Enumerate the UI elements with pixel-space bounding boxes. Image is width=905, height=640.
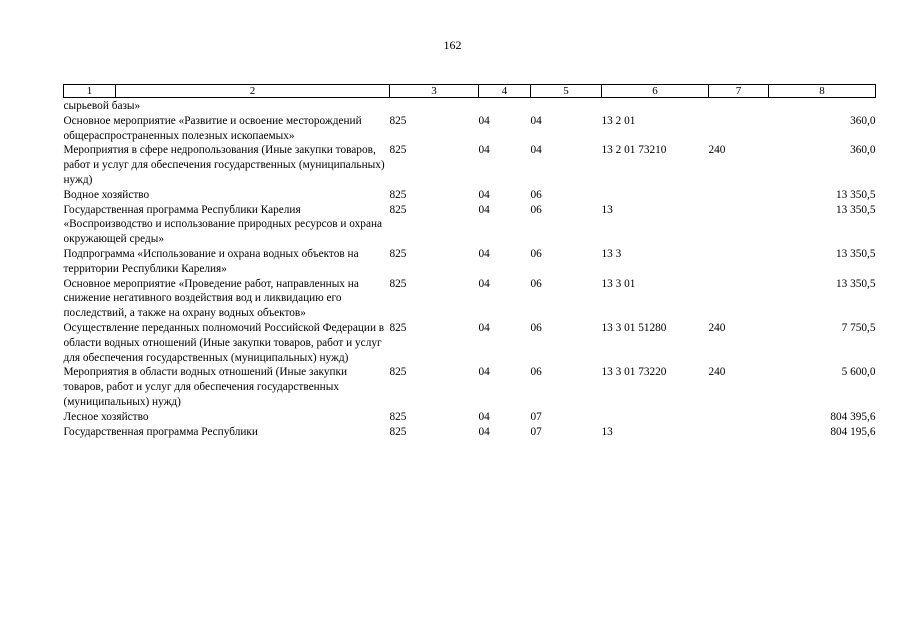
row-col-3: 825: [389, 144, 407, 157]
row-col-4: 04: [478, 247, 490, 260]
row-col-5: 06: [530, 321, 542, 334]
row-amount: 13 350,5: [835, 203, 876, 216]
table-row: [64, 143, 876, 187]
table-row: [64, 203, 876, 247]
table-row: [64, 410, 876, 425]
row-amount: 13 350,5: [835, 277, 876, 290]
row-col-5: 04: [530, 114, 542, 127]
header-col-7: 7: [709, 85, 769, 98]
table-row: [64, 114, 876, 144]
row-col-6: 13 2 01 73210: [601, 144, 667, 157]
row-col-5: 06: [530, 188, 542, 201]
table-row: [64, 277, 876, 321]
row-amount: 13 350,5: [835, 188, 876, 201]
row-col-4: 04: [478, 188, 490, 201]
row-name: Мероприятия в сфере недропользования (Иные закупки товаров, работ и услуг для обеспечения государственных (муниципальных) нужд): [63, 144, 385, 186]
header-col-2: 2: [116, 85, 390, 98]
row-col-4: 04: [478, 114, 490, 127]
table-row: [64, 425, 876, 440]
row-name: Лесное хозяйство: [63, 410, 149, 423]
row-col-6: 13: [601, 425, 613, 438]
row-col-6: 13 3 01 73220: [601, 366, 667, 379]
row-amount: 5 600,0: [841, 366, 876, 379]
row-name: сырьевой базы»: [63, 100, 141, 112]
row-col-4: 04: [478, 144, 490, 157]
row-col-3: [390, 98, 479, 114]
row-col-7: [709, 277, 769, 321]
row-name: Водное хозяйство: [63, 188, 150, 201]
row-col-7: [709, 98, 769, 114]
table-row: [64, 247, 876, 277]
row-col-7: 240: [708, 321, 726, 334]
page-number: 162: [443, 38, 462, 52]
row-col-4: 04: [478, 277, 490, 290]
row-col-4: 04: [478, 203, 490, 216]
row-col-6: [602, 98, 709, 114]
row-col-3: 825: [389, 277, 407, 290]
row-col-6: [602, 410, 709, 425]
row-amount: 13 350,5: [835, 247, 876, 260]
header-col-4: 4: [479, 85, 531, 98]
row-name: Основное мероприятие «Проведение работ, направленных на снижение негативного воздействия вод и ликвидацию его последствий, а также на охрану водных объектов»: [63, 277, 359, 320]
row-col-6: 13 3 01 51280: [601, 321, 667, 334]
row-col-5: 06: [530, 203, 542, 216]
row-col-5: 04: [530, 144, 542, 157]
row-col-4: [479, 98, 531, 114]
row-name: Государственная программа Республики: [63, 425, 258, 438]
row-col-3: 825: [389, 321, 407, 334]
row-col-5: 06: [530, 247, 542, 260]
row-col-7: [709, 425, 769, 440]
row-name: Мероприятия в области водных отношений (Иные закупки товаров, работ и услуг для обеспечения государственных (муниципальных) нужд): [63, 366, 348, 408]
header-col-5: 5: [531, 85, 602, 98]
row-col-7: [709, 188, 769, 203]
row-amount: [769, 98, 876, 114]
row-col-6: 13 2 01: [601, 114, 636, 127]
row-amount: 7 750,5: [841, 321, 876, 334]
row-col-7: [709, 114, 769, 144]
row-col-6: 13 3 01: [601, 277, 636, 290]
table-row: [64, 365, 876, 409]
table-row: [64, 98, 876, 114]
row-col-5: 06: [530, 277, 542, 290]
header-col-8: 8: [769, 85, 876, 98]
row-amount: 804 195,6: [830, 425, 876, 438]
row-col-7: 240: [708, 366, 726, 379]
row-col-4: 04: [478, 410, 490, 423]
header-row: [64, 85, 876, 98]
header-col-1: 1: [64, 85, 116, 98]
row-name: Основное мероприятие «Развитие и освоение месторождений общераспространенных полезных ископаемых»: [63, 114, 362, 142]
row-col-7: [709, 203, 769, 247]
header-col-6: 6: [602, 85, 709, 98]
row-col-5: 07: [530, 425, 542, 438]
row-col-3: 825: [389, 203, 407, 216]
row-col-3: 825: [389, 366, 407, 379]
row-col-3: 825: [389, 247, 407, 260]
header-col-3: 3: [390, 85, 479, 98]
row-col-7: [709, 247, 769, 277]
row-col-3: 825: [389, 425, 407, 438]
row-col-3: 825: [389, 410, 407, 423]
row-name: Осуществление переданных полномочий Российской Федерации в области водных отношений (Иные закупки товаров, работ и услуг для обеспечения государственных (муниципальных) нужд): [63, 321, 385, 364]
row-col-7: [709, 410, 769, 425]
table-row: [64, 321, 876, 365]
row-col-4: 04: [478, 321, 490, 334]
row-col-3: 825: [389, 188, 407, 201]
row-col-5: 07: [530, 410, 542, 423]
row-col-6: 13 3: [601, 247, 622, 260]
row-col-3: 825: [389, 114, 407, 127]
row-col-6: [602, 188, 709, 203]
row-col-5: [531, 98, 602, 114]
row-amount: 804 395,6: [830, 410, 876, 423]
table-row: [64, 188, 876, 203]
row-name: Подпрограмма «Использование и охрана водных объектов на территории Республики Карелия»: [63, 247, 359, 275]
row-name: Государственная программа Республики Карелия «Воспроизводство и использование природных ресурсов и охрана окружающей среды»: [63, 203, 383, 246]
row-col-4: 04: [478, 366, 490, 379]
row-amount: 360,0: [850, 114, 876, 127]
row-col-6: 13: [601, 203, 613, 216]
budget-table: [63, 84, 876, 439]
row-amount: 360,0: [850, 144, 876, 157]
row-col-7: 240: [708, 144, 726, 157]
row-col-5: 06: [530, 366, 542, 379]
row-col-4: 04: [478, 425, 490, 438]
